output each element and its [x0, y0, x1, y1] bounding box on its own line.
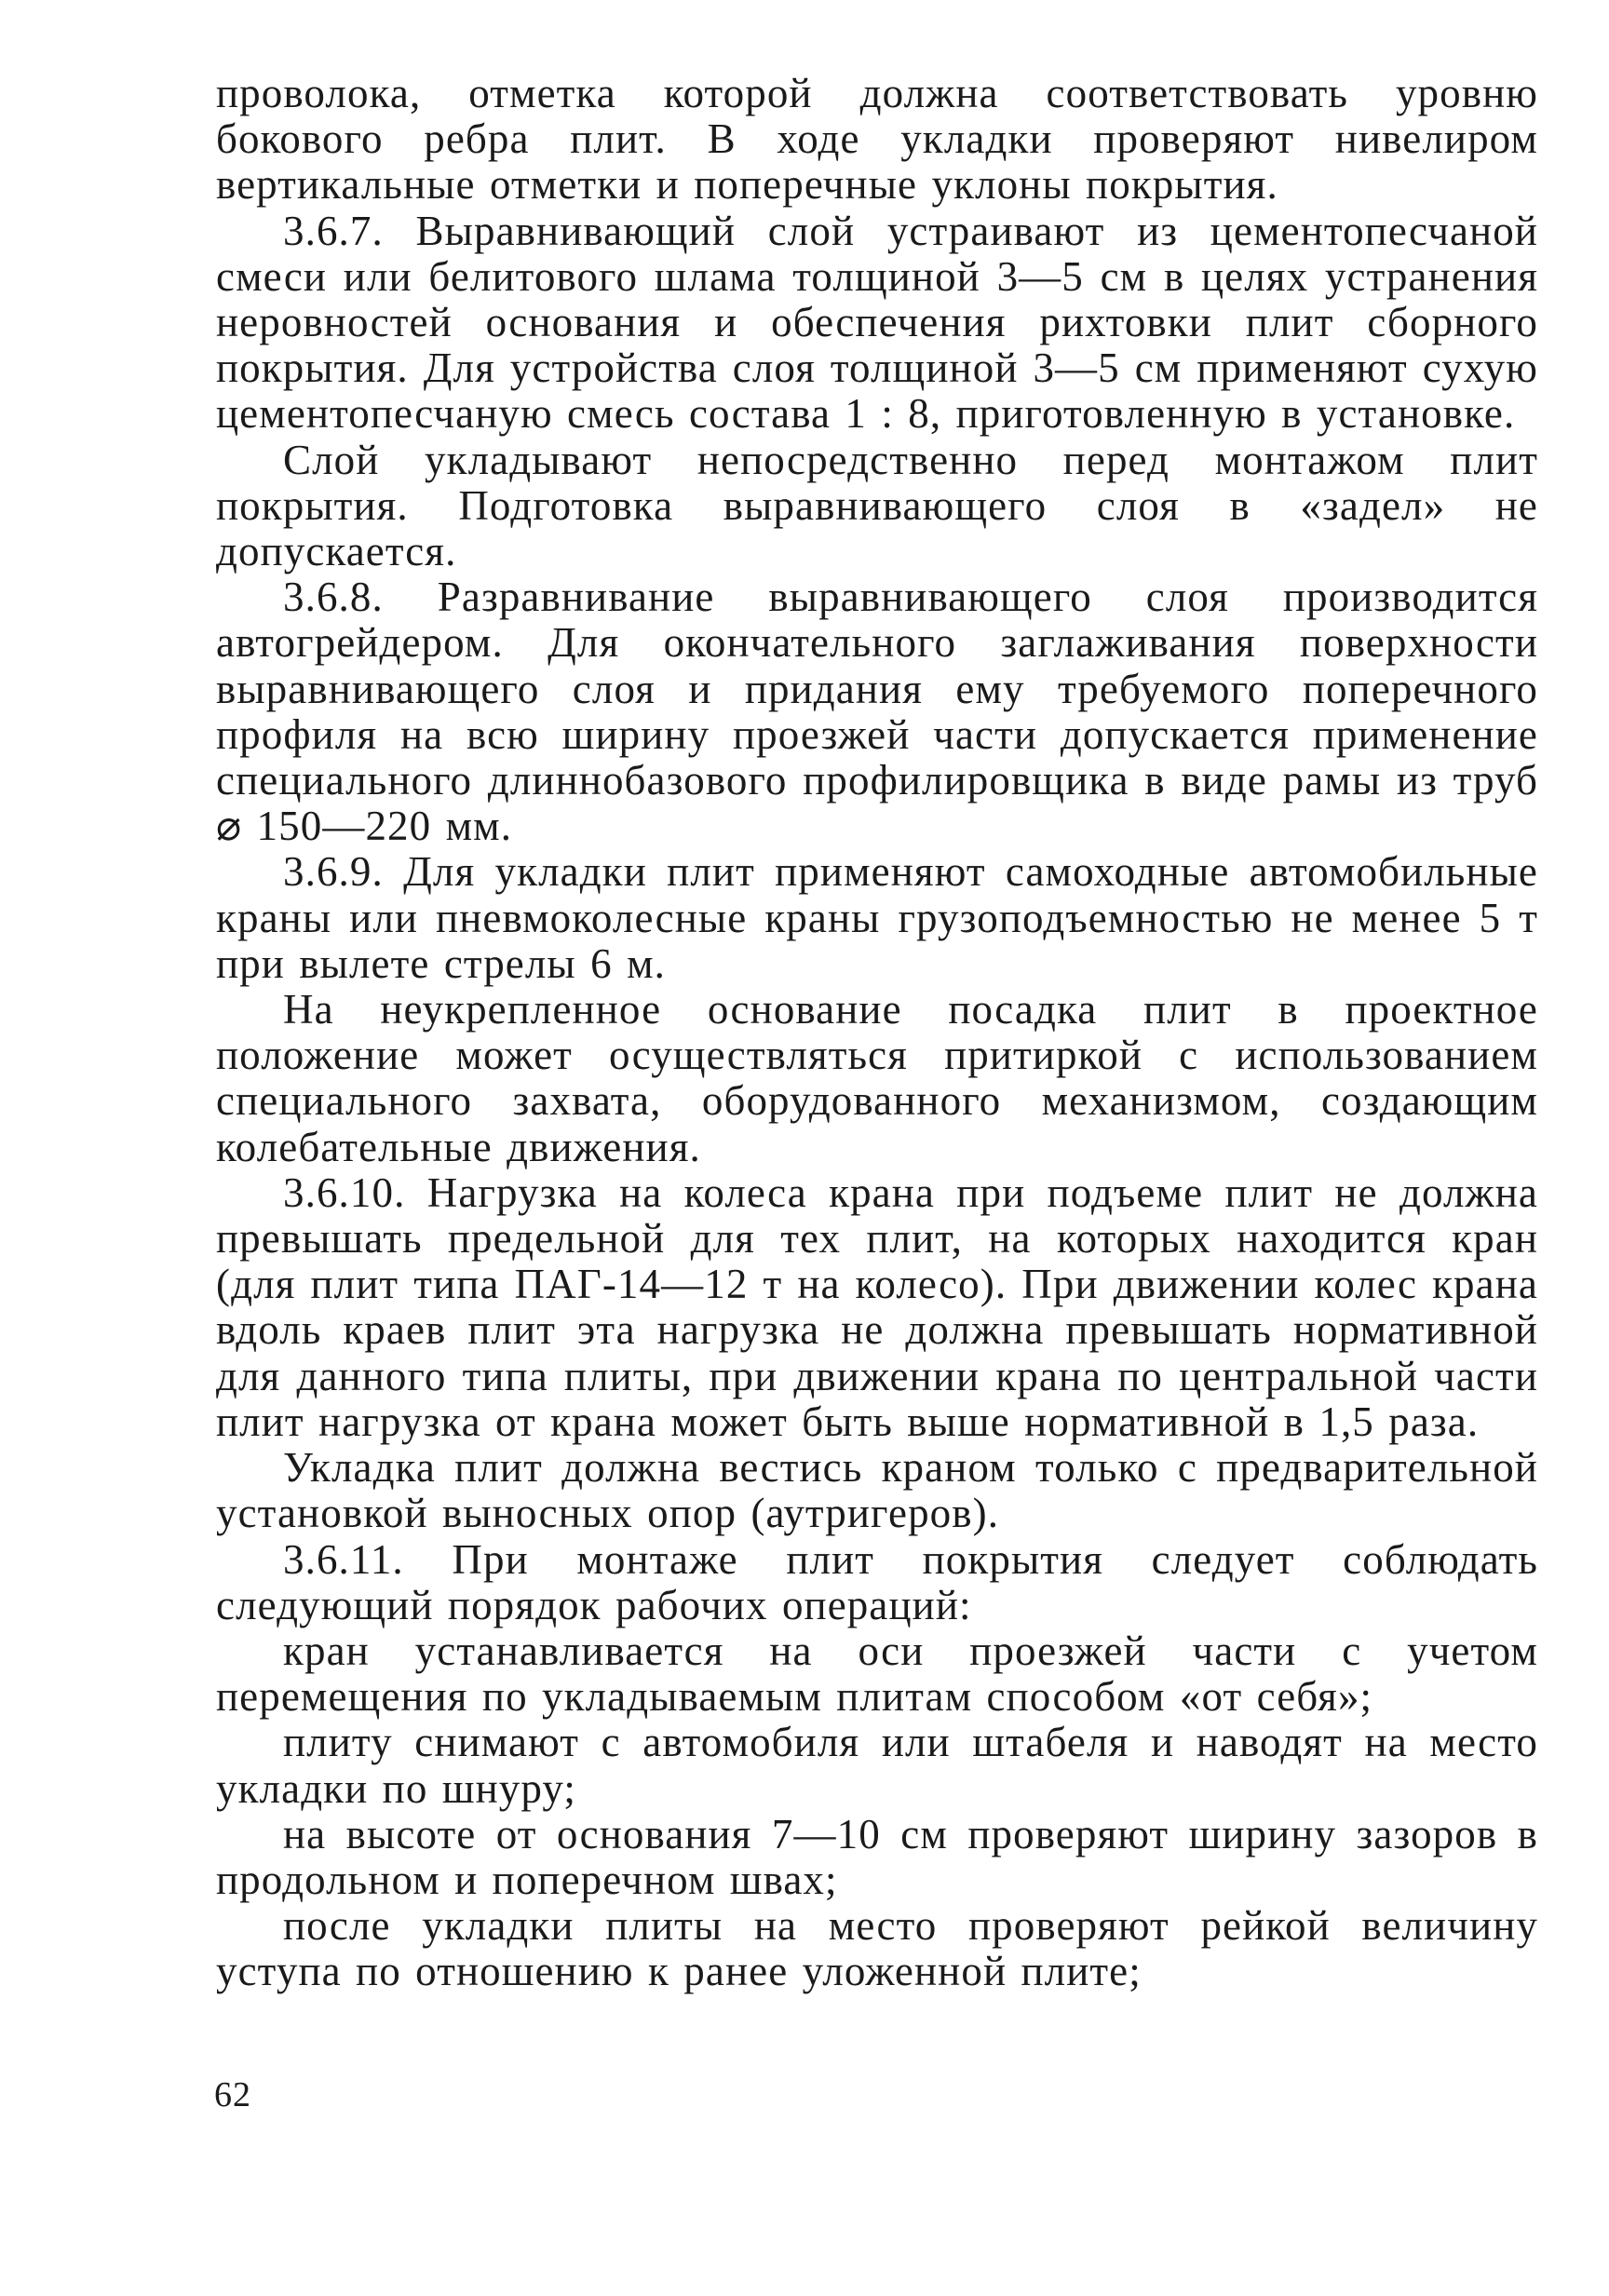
- body-text: [216, 71, 1538, 1995]
- list-item-plate-removal: плиту снимают с автомобиля или штабеля и наводят на место укладки по шнуру;: [216, 1719, 1538, 1812]
- paragraph-3-6-8: 3.6.8. Разравнивание выравнивающего слоя производится автогрейдером. Для окончательного заглаживания поверхности выравнивающего слоя и придания ему требуемого поперечного профиля на всю ширину проезжей части допускается применение специального длиннобазового профилировщика в виде рамы из труб ⌀ 150—220 мм.: [216, 574, 1538, 850]
- paragraph-layer-laying: Слой укладывают непосредственно перед монтажом плит покрытия. Подготовка выравнивающего слоя в «задел» не допускается.: [216, 436, 1538, 575]
- paragraph-3-6-10: 3.6.10. Нагрузка на колеса крана при подъеме плит не должна превышать предельной для тех плит, на которых находится кран (для плит типа ПАГ-14—12 т на колесо). При движении колес крана вдоль краев плит эта нагрузка не должна превышать нормативной для данного типа плиты, при движении крана по центральной части плит нагрузка от крана может быть выше нормативной в 1,5 раза.: [216, 1168, 1538, 1445]
- paragraph-3-6-11: 3.6.11. При монтаже плит покрытия следует соблюдать следующий порядок рабочих операций:: [216, 1535, 1538, 1628]
- paragraph-3-6-7: 3.6.7. Выравнивающий слой устраивают из цементопесчаной смеси или белитового шлама толщиной 3—5 см в целях устранения неровностей основания и обеспечения рихтовки плит сборного покрытия. Для устройства слоя толщиной 3—5 см применяют сухую цементопесчаную смесь состава 1 : 8, приготовленную в установке.: [216, 207, 1538, 438]
- paragraph-unreinforced-base: На неукрепленное основание посадка плит в проектное положение может осуществляться притиркой с использованием специального захвата, оборудованного механизмом, создающим колебательные движения.: [216, 986, 1538, 1170]
- list-item-crane-position: кран устанавливается на оси проезжей части с учетом перемещения по укладываемым плитам способом «от себя»;: [216, 1627, 1538, 1721]
- paragraph-outriggers: Укладка плит должна вестись краном только с предварительной установкой выносных опор (аутригеров).: [216, 1444, 1538, 1537]
- page-number: 62: [214, 2075, 251, 2114]
- paragraph-3-6-9: 3.6.9. Для укладки плит применяют самоходные автомобильные краны или пневмоколесные краны грузоподъемностью не менее 5 т при вылете стрелы 6 м.: [216, 848, 1538, 987]
- list-item-gap-check: на высоте от основания 7—10 см проверяют ширину зазоров в продольном и поперечном швах;: [216, 1810, 1538, 1903]
- list-item-step-check: после укладки плиты на место проверяют рейкой величину уступа по отношению к ранее уложенной плите;: [216, 1902, 1538, 1995]
- paragraph-continuation: проволока, отметка которой должна соответствовать уровню бокового ребра плит. В ходе укладки проверяют нивелиром вертикальные отметки и поперечные уклоны покрытия.: [216, 70, 1538, 209]
